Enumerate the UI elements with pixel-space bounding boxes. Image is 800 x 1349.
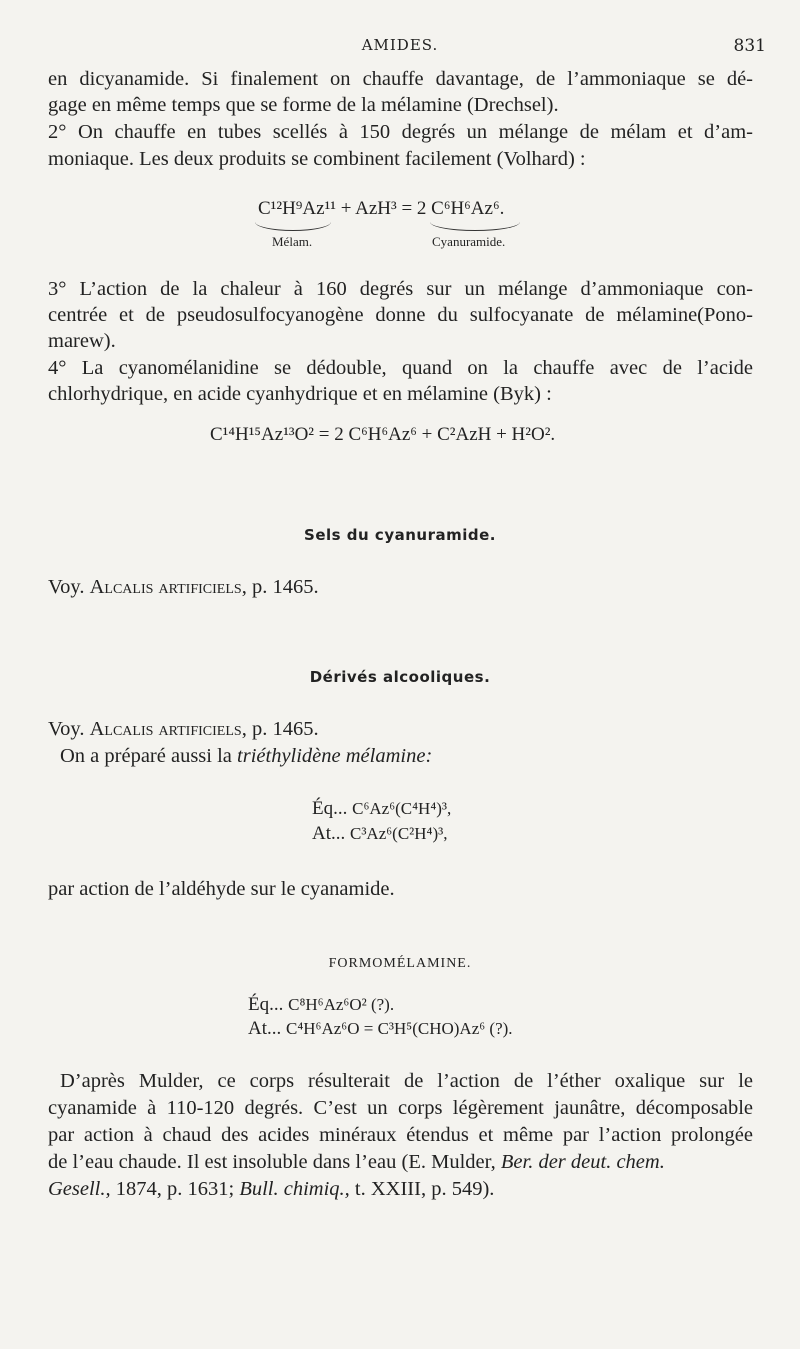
final-line4-text: de l’eau chaude. Il est insoluble dans l’eau (E. Mulder,	[48, 1151, 501, 1173]
formula-eq-formomelamine	[248, 994, 394, 1016]
journal-bull: Bull. chimiq.,	[239, 1178, 350, 1200]
para4-line2: chlorhydrique, en acide cyanhydrique et en mélamine (Byk) :	[48, 383, 552, 405]
heading-sels-cyanuramide: Sels du cyanuramide.	[304, 526, 496, 544]
para2-line2: moniaque. Les deux produits se combinent facilement (Volhard) :	[48, 148, 586, 170]
final-line4	[48, 1149, 753, 1175]
journal-gesell: Gesell.,	[48, 1178, 111, 1200]
heading-derives-alcooliques: Dérivés alcooliques.	[309, 668, 491, 686]
at-label: At...	[248, 1018, 282, 1039]
para3-line3: marew).	[48, 330, 116, 352]
citation-year: 1874, p. 1631;	[110, 1178, 240, 1200]
eq-label: Éq...	[248, 994, 284, 1015]
final-line3: par action à chaud des acides minéraux étendus et même par l’action prolongée	[48, 1124, 753, 1146]
ref-page: , p. 1465.	[241, 718, 319, 740]
journal-ber: Ber. der deut. chem.	[500, 1151, 665, 1173]
heading-formomelamine: FORMOMÉLAMINE.	[328, 956, 472, 971]
formula-eq-triethylidene	[312, 798, 451, 820]
ref-alcalis-1	[48, 574, 753, 600]
label-melam: Mélam.	[272, 234, 313, 249]
label-cyanuramide: Cyanuramide.	[432, 234, 506, 249]
underbrace-melam	[255, 222, 331, 231]
para3-line2: centrée et de pseudosulfocyanogène donne du sulfocyanate de mélamine(Pono-	[48, 304, 753, 326]
ref-title: Alcalis artificiels	[89, 576, 242, 598]
ref-alcalis-2	[48, 716, 753, 742]
at-label: At...	[312, 823, 346, 844]
eq-label: Éq...	[312, 798, 348, 819]
para2-line1: 2° On chauffe en tubes scellés à 150 degrés un mélange de mélam et d’am-	[48, 121, 753, 143]
final-line1: D’après Mulder, ce corps résulterait de l’action de l’éther oxalique sur le	[60, 1070, 753, 1092]
citation-volume: t. XXIII, p. 549).	[349, 1178, 495, 1200]
running-title: AMIDES.	[361, 36, 439, 54]
ref-prefix: Voy.	[48, 718, 90, 740]
underbrace-cyanuramide	[430, 222, 520, 231]
at-formula: C⁴H⁶Az⁶O = C³H⁵(CHO)Az⁶ (?).	[286, 1019, 513, 1038]
para1-line1: en dicyanamide. Si finalement on chauffe davantage, de l’ammoniaque se dé-	[48, 68, 753, 90]
formula-at-formomelamine	[248, 1018, 513, 1040]
formula-cyanomelanidine: C¹⁴H¹⁵Az¹³O² = 2 C⁶H⁶Az⁶ + C²AzH + H²O².	[210, 424, 556, 445]
final-line2: cyanamide à 110-120 degrés. C’est un corps légèrement jaunâtre, décomposable	[48, 1097, 753, 1119]
eq-formula: C⁸H⁶Az⁶O² (?).	[288, 995, 395, 1014]
para1-line2: gage en même temps que se forme de la mélamine (Drechsel).	[48, 94, 559, 116]
final-line5	[48, 1176, 753, 1202]
formula-melam-ammonia: C¹²H⁹Az¹¹ + AzH³ = 2 C⁶H⁶Az⁶.	[258, 198, 505, 219]
ref-title: Alcalis artificiels	[89, 718, 242, 740]
triethylidene-intro	[60, 743, 765, 769]
para4-line1: 4° La cyanomélanidine se dédouble, quand on la chauffe avec de l’acide	[48, 357, 753, 379]
page-number: 831	[733, 36, 766, 56]
eq-formula: C⁶Az⁶(C⁴H⁴)³,	[352, 799, 452, 818]
ref-page: , p. 1465.	[241, 576, 319, 598]
para3-line1: 3° L’action de la chaleur à 160 degrés sur un mélange d’ammoniaque con-	[48, 278, 753, 300]
at-formula: C³Az⁶(C²H⁴)³,	[350, 824, 448, 843]
intro-text: On a préparé aussi la	[60, 745, 238, 767]
formula-at-triethylidene	[312, 823, 448, 845]
compound-name: triéthylidène mélamine:	[237, 745, 433, 767]
ref-prefix: Voy.	[48, 576, 90, 598]
triethylidene-method: par action de l’aldéhyde sur le cyanamide.	[48, 878, 395, 900]
